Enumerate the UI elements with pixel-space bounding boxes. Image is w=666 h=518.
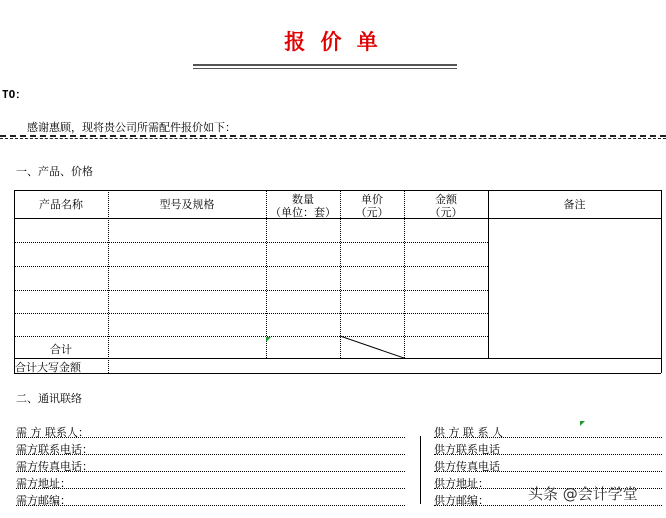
intro-text: 感谢惠顾，现将贵公司所需配件报价如下：	[27, 121, 236, 134]
cell-comment-marker-icon	[580, 421, 585, 426]
section-title-products: 一、产品、价格	[16, 165, 93, 178]
header-remarks: 备注	[563, 198, 586, 211]
cell-comment-marker-icon	[266, 337, 271, 342]
supplier-line	[434, 471, 662, 472]
header-unit-price-label: 单价	[361, 193, 383, 206]
table-row-line	[14, 336, 488, 337]
supplier-address: 供方地址：	[434, 477, 489, 490]
table-row-line	[14, 266, 488, 267]
buyer-postcode: 需方邮编：	[16, 494, 71, 507]
supplier-fax: 供方传真电话	[434, 460, 500, 473]
table-col-line	[108, 190, 109, 373]
supplier-contact-person: 供 方 联 系 人	[434, 426, 503, 439]
table-col-line	[488, 190, 489, 358]
watermark: 头条 @会计学堂	[528, 485, 638, 503]
buyer-line	[16, 505, 405, 506]
supplier-line	[434, 505, 662, 506]
title-underline-thin	[193, 68, 457, 69]
title-underline	[193, 64, 457, 66]
header-unit-price-unit: （元）	[355, 206, 389, 219]
table-row-line	[14, 242, 488, 243]
header-model-spec: 型号及规格	[159, 198, 215, 211]
total-in-words-label: 合计大写金额	[15, 361, 81, 374]
header-amount-label: 金额	[435, 193, 457, 206]
table-row-line	[14, 358, 661, 359]
table-row-line	[14, 290, 488, 291]
buyer-phone: 需方联系电话：	[16, 443, 93, 456]
buyer-address: 需方地址：	[16, 477, 71, 490]
diagonal-slash	[340, 336, 404, 358]
header-quantity-label: 数量	[292, 193, 314, 206]
buyer-line	[16, 488, 405, 489]
header-quantity	[266, 193, 340, 219]
supplier-line	[434, 454, 662, 455]
header-amount	[404, 193, 488, 219]
header-unit-price	[340, 193, 404, 219]
buyer-line	[16, 454, 405, 455]
supplier-phone: 供方联系电话	[434, 443, 500, 456]
table-col-line	[661, 190, 662, 373]
table-row-line	[14, 313, 488, 314]
header-product-name: 产品名称	[39, 198, 83, 211]
contacts-divider	[420, 436, 421, 504]
table-border-top	[14, 190, 661, 191]
supplier-line	[434, 437, 662, 438]
table-border-bottom	[14, 373, 661, 374]
buyer-fax: 需方传真电话：	[16, 460, 93, 473]
buyer-line	[16, 471, 405, 472]
header-quantity-unit: （单位：套）	[270, 206, 336, 219]
document-title: 报 价 单	[284, 29, 382, 54]
subtotal-label: 合计	[50, 343, 72, 356]
separator-line	[0, 135, 666, 137]
separator-line-thin	[0, 138, 666, 139]
header-amount-unit: （元）	[429, 206, 463, 219]
buyer-contact-person: 需 方 联系人：	[16, 426, 89, 439]
supplier-postcode: 供方邮编：	[434, 494, 489, 507]
buyer-line	[16, 437, 405, 438]
to-label: TO：	[2, 88, 27, 101]
section-title-contacts: 二、通讯联络	[16, 392, 82, 405]
